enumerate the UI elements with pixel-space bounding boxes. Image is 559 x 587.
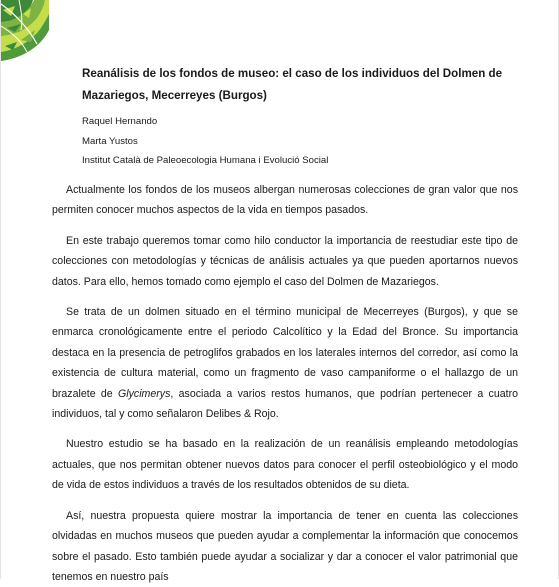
body-paragraph: En este trabajo queremos tomar como hilo conductor la importancia de reestudiar este tipo de colecciones con metodologías y técnicas de análisis actuales ya que pueden aportarnos nuevos datos. Para ello, hemos tomado como ejemplo el caso del Dolmen de Mazariegos. <box>52 234 518 288</box>
author-name: Marta Yustos <box>82 135 138 147</box>
species-name: Glycimerys <box>118 387 171 400</box>
body-paragraph: Actualmente los fondos de los museos albergan numerosas colecciones de gran valor que nos permiten conocer muchos aspectos de la vida en tiempos pasados. <box>52 184 518 217</box>
document-title: Reanálisis de los fondos de museo: el caso de los individuos del Dolmen de Mazariegos, Mecerreyes (Burgos) <box>82 67 503 102</box>
body-paragraph: Nuestro estudio se ha basado en la realización de un reanálisis empleando metodologías actuales, que nos permitan obtener nuevos datos para conocer el perfil osteobiológico y el modo de vida de estos individuos a través de los resultados obtenidos de su dieta. <box>52 438 518 492</box>
author-affiliation: Institut Català de Paleoecologia Humana i Evolució Social <box>82 155 329 166</box>
paragraph-text: Se trata de un dolmen situado en el término municipal de Mecerreyes (Burgos), y que se enmarca cronológicamente entre el periodo Calcolítico y la Edad del Bronce. Su importancia destaca en la presencia de petroglifos grabados en los laterales internos del corredor, así como la existencia de cultura material, como un fragmento de vaso campaniforme o el hallazgo de un brazalete de <box>52 306 518 400</box>
paragraph-text: , asociada a varios restos humanos, que podrían pertenecer a cuatro individuos, tal y como señalaron Delibes & Rojo. <box>52 387 518 421</box>
logo-icon <box>1 0 49 62</box>
document-header <box>82 63 532 171</box>
body-paragraph: Así, nuestra propuesta quiere mostrar la importancia de tener en cuenta las colecciones olvidadas en muchos museos que pueden ayudar a complementar la información que conocemos sobre el pasado. Esto también puede ayudar a socializar y dar a conocer el valor patrimonial que tenemos en nuestro país <box>52 509 518 583</box>
author-name: Raquel Hernando <box>82 116 158 127</box>
document-body <box>52 180 518 587</box>
body-paragraph <box>52 302 518 424</box>
